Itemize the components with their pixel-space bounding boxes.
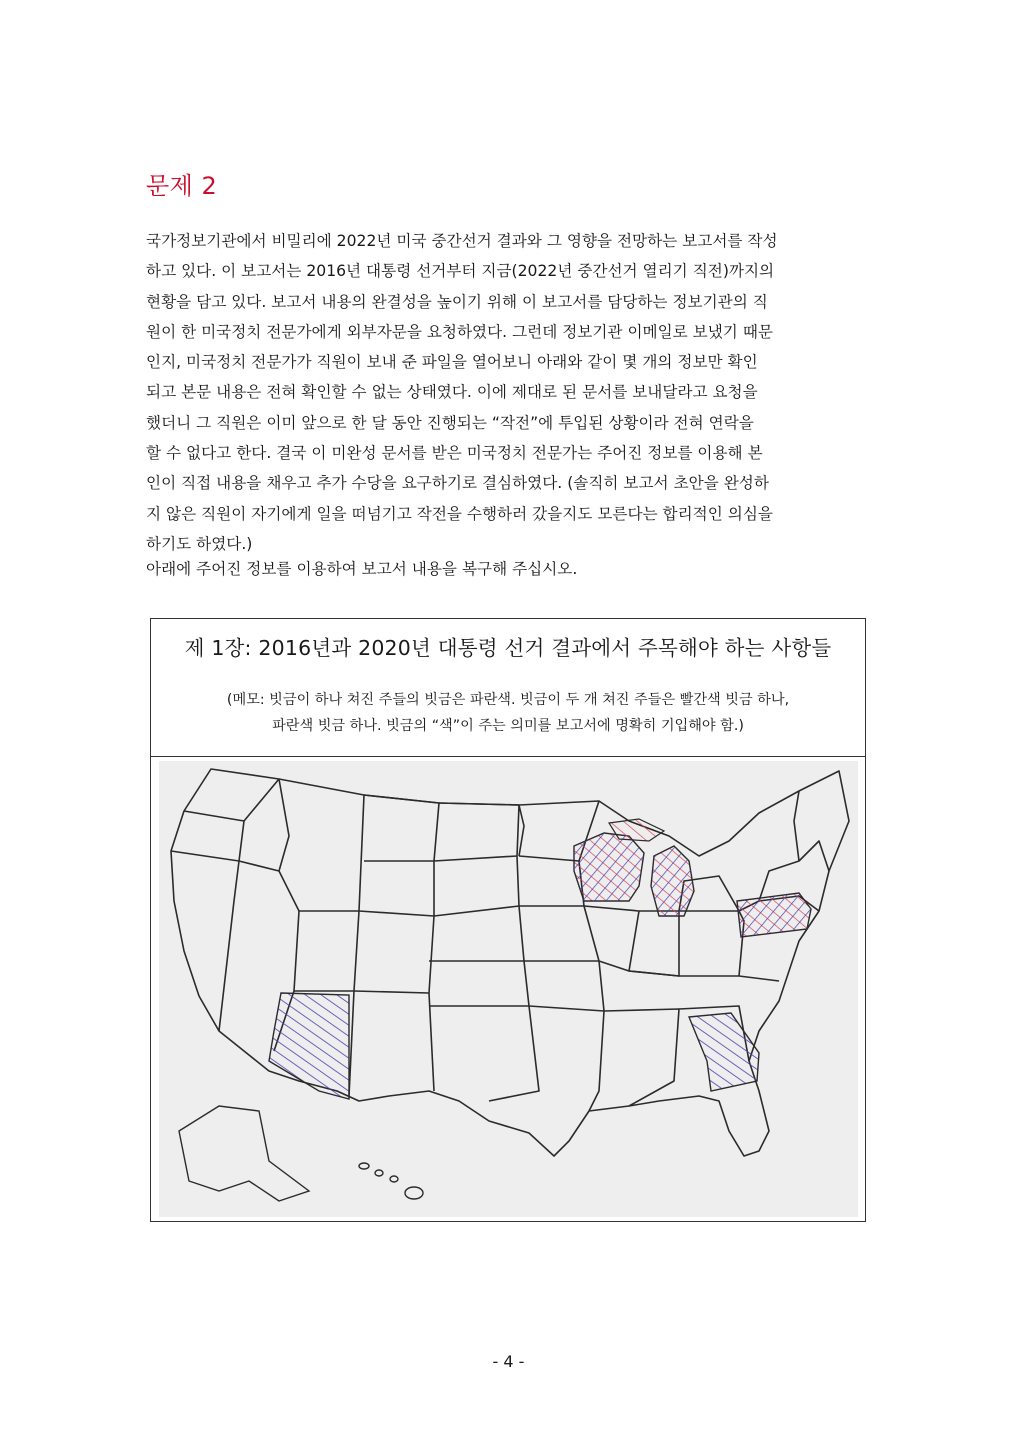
chapter-header [151,619,865,757]
us-map-svg [159,761,858,1217]
state-arizona-hatched [269,993,349,1099]
body-line: 원이 한 미국정치 전문가에게 외부자문을 요청하였다. 그런데 정보기관 이메일로 보냈기 때문 [146,322,773,341]
memo-note [151,687,865,739]
alaska-hawaii-outlines [179,1106,423,1201]
body-line: 하고 있다. 이 보고서는 2016년 대통령 선거부터 지금(2022년 중간선거 열리기 직전)까지의 [146,262,775,281]
body-line: 되고 본문 내용은 전혀 확인할 수 없는 상태였다. 이에 제대로 된 문서를 보내달라고 요청을 [146,383,758,402]
memo-line: (메모: 빗금이 하나 쳐진 주들의 빗금은 파란색. 빗금이 두 개 쳐진 주들은 빨간색 빗금 하나, [226,692,790,708]
state-wisconsin-hatched [574,833,644,901]
state-pennsylvania-hatched [737,893,811,937]
chapter-box [150,618,866,1222]
body-line: 지 않은 직원이 자기에게 일을 떠넘기고 작전을 수행하러 갔을지도 모른다는 합리적인 의심을 [146,504,773,523]
body-line: 하기도 하였다.) [146,534,253,553]
body-line: 할 수 없다고 한다. 결국 이 미완성 문서를 받은 미국정치 전문가는 주어진 정보를 이용해 본 [146,444,763,463]
instruction-text: 아래에 주어진 정보를 이용하여 보고서 내용을 복구해 주십시오. [146,560,578,578]
body-line: 인지, 미국정치 전문가가 직원이 보내 준 파일을 열어보니 아래와 같이 몇 개의 정보만 확인 [146,353,758,372]
chapter-title: 제 1장: 2016년과 2020년 대통령 선거 결과에서 주목해야 하는 사항들 [184,636,832,660]
body-line: 했더니 그 직원은 이미 앞으로 한 달 동안 진행되는 “작전”에 투입된 상황이라 전혀 연락을 [146,413,754,432]
page-number: - 4 - [492,1352,525,1371]
state-georgia-hatched [689,1013,759,1091]
body-line: 국가정보기관에서 비밀리에 2022년 미국 중간선거 결과와 그 영향을 전망하는 보고서를 작성 [146,232,778,250]
state-outlines [171,769,849,1156]
body-line: 인이 직접 내용을 채우고 추가 수당을 요구하기로 결심하였다. (솔직히 보고서 초안을 완성하 [146,474,769,493]
memo-line: 파란색 빗금 하나. 빗금의 “색”이 주는 의미를 보고서에 명확히 기입해야 함.) [272,718,744,734]
problem-body [146,226,873,559]
us-map-image [159,761,858,1217]
body-line: 현황을 담고 있다. 보고서 내용의 완결성을 높이기 위해 이 보고서를 담당하는 정보기관의 직 [146,292,768,311]
problem-heading: 문제 2 [146,172,218,200]
